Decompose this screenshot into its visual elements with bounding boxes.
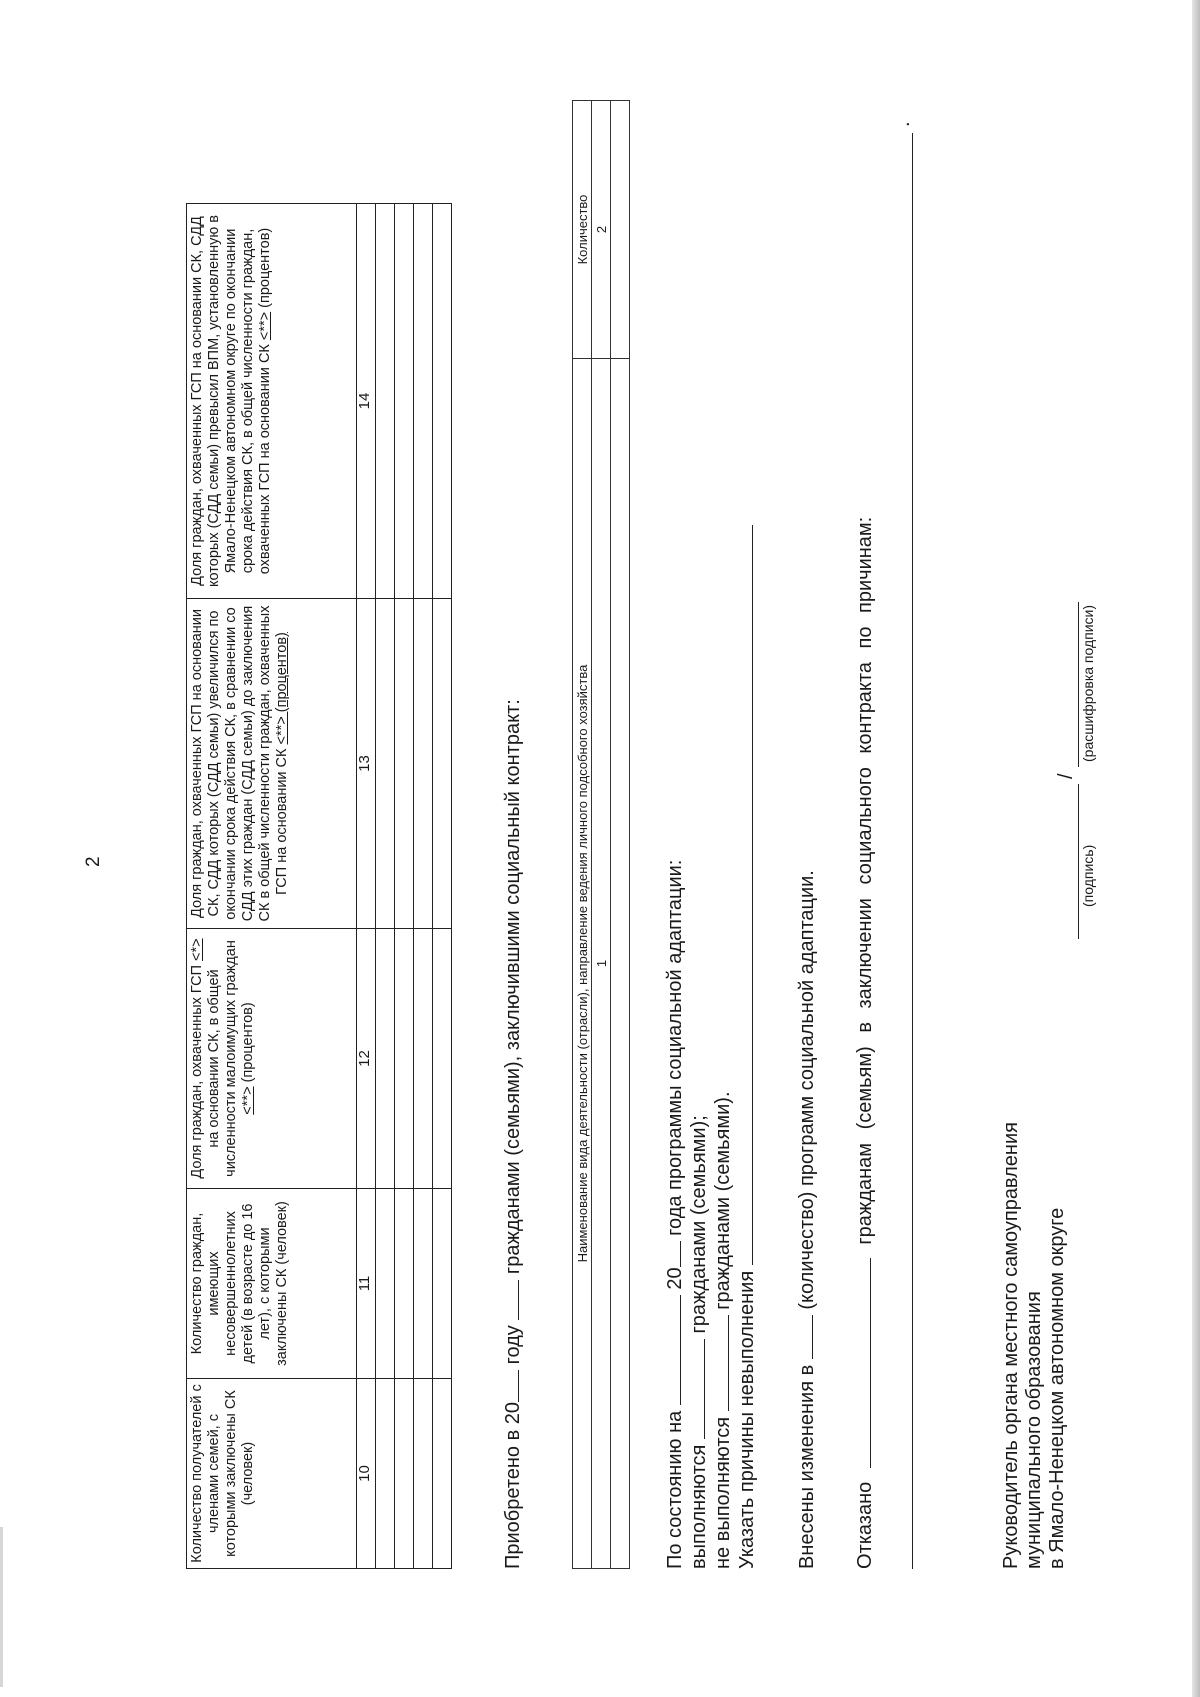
page-number: 2 [83, 856, 104, 867]
table-header-row [573, 101, 592, 1569]
table-row [611, 101, 630, 1569]
activity-table [572, 100, 630, 1569]
table-row [395, 204, 414, 1569]
signature-caption: (подпись) [1080, 844, 1096, 907]
signature-separator: / [1055, 773, 1077, 779]
table-cell[interactable] [395, 929, 414, 1189]
column-number-row [592, 101, 611, 1569]
changes-count-field[interactable] [794, 1315, 813, 1359]
footnote-link[interactable]: <**> [257, 311, 273, 341]
signature-line[interactable] [1078, 784, 1079, 939]
table-cell[interactable] [376, 1189, 395, 1379]
changes-line: Внесены изменения в (количество) программ социальной адаптации. [796, 870, 818, 1569]
reasons-blank-line[interactable] [912, 133, 913, 1569]
table-cell[interactable] [433, 1189, 452, 1379]
table-cell[interactable] [414, 1189, 433, 1379]
column-number: 14 [357, 204, 376, 599]
table-cell[interactable] [433, 929, 452, 1189]
header-cell-13: Доля граждан, охваченных ГСП на основании СК, СДД которых (СДД семьи) увеличился по окончании срока действия СК, в сравнении со СДД этих граждан (СДД семьи) до заключения СК в общей численности граждан, охваченных ГСП на основании СК <**> (процентов) [187, 599, 357, 929]
end-period: . [892, 121, 914, 127]
refused-line: Отказано гражданам (семьям) в заключении социального контракта по причинам: [854, 516, 876, 1569]
table-cell[interactable] [611, 359, 630, 1569]
table-cell[interactable] [433, 1379, 452, 1569]
fulfilled-line: выполняются гражданами (семьями); [688, 1115, 710, 1569]
name-line[interactable] [1078, 602, 1079, 767]
indicators-table [186, 203, 452, 1569]
table-cell[interactable] [395, 1189, 414, 1379]
table-cell[interactable] [433, 204, 452, 599]
footnote-link[interactable]: <**> (процентов) [274, 632, 290, 745]
fulfilled-count-field[interactable] [686, 1339, 705, 1439]
table-row [414, 204, 433, 1569]
reasons-field[interactable] [734, 525, 753, 1265]
header-cell-quantity: Количество [573, 101, 592, 359]
year-field[interactable] [662, 1241, 681, 1267]
column-number: 1 [592, 359, 611, 1569]
column-number-row [357, 204, 376, 1569]
table-cell[interactable] [414, 929, 433, 1189]
table-cell[interactable] [414, 599, 433, 929]
reasons-line: Указать причины невыполнения [734, 525, 759, 1569]
footnote-link[interactable]: <*> [189, 938, 205, 961]
table-cell[interactable] [395, 1379, 414, 1569]
name-caption: (расшифровка подписи) [1080, 604, 1096, 762]
table-row [433, 204, 452, 1569]
column-number: 13 [357, 599, 376, 929]
table-cell[interactable] [395, 599, 414, 929]
column-number: 12 [357, 929, 376, 1189]
footnote-link[interactable]: <**> [240, 1086, 256, 1115]
table-cell[interactable] [395, 204, 414, 599]
status-as-of-line: По состоянию на 20 года программы социальной адаптации: [664, 859, 686, 1569]
official-title: Руководитель органа местного самоуправления муниципального образования в Ямало-Ненецком автономном округе [1000, 1122, 1068, 1569]
not-fulfilled-count-field[interactable] [710, 1315, 729, 1411]
column-number: 10 [357, 1379, 376, 1569]
table-cell[interactable] [376, 599, 395, 929]
table-header-row [187, 204, 357, 1569]
not-fulfilled-line: не выполняются гражданами (семьями). [712, 1091, 734, 1569]
header-cell-11: Количество граждан, имеющих несовершеннолетних детей (в возрасте до 16 лет), с которыми заключены СК (человек) [187, 1189, 357, 1379]
refused-count-field[interactable] [852, 1258, 871, 1468]
table-cell[interactable] [376, 929, 395, 1189]
table-cell[interactable] [611, 101, 630, 359]
header-cell-10: Количество получателей с членами семей, с которыми заключены СК (человек) [187, 1379, 357, 1569]
count-field[interactable] [500, 1280, 519, 1320]
table-cell[interactable] [433, 599, 452, 929]
year-field[interactable] [500, 1370, 519, 1402]
table-cell[interactable] [376, 1379, 395, 1569]
table-cell[interactable] [414, 1379, 433, 1569]
column-number: 11 [357, 1189, 376, 1379]
table-cell[interactable] [376, 204, 395, 599]
header-cell-activity: Наименование вида деятельности (отрасли), направление ведения личного подсобного хозяйства [573, 359, 592, 1569]
table-row [376, 204, 395, 1569]
acquired-line: Приобретено в 20 году гражданами (семьями), заключившими социальный контракт: [502, 699, 524, 1569]
date-field[interactable] [662, 1295, 681, 1405]
header-cell-12: Доля граждан, охваченных ГСП <*> на основании СК, в общей численности малоимущих граждан <**> (процентов) [187, 929, 357, 1189]
table-cell[interactable] [414, 204, 433, 599]
header-cell-14: Доля граждан, охваченных ГСП на основании СК, СДД которых (СДД семьи) превысил ВПМ, установленную в Ямало-Ненецком автономном округе по окончании срока действия СК, в общей численности граждан, охваченных ГСП на основании СК <**> (процентов) [187, 204, 357, 599]
column-number: 2 [592, 101, 611, 359]
